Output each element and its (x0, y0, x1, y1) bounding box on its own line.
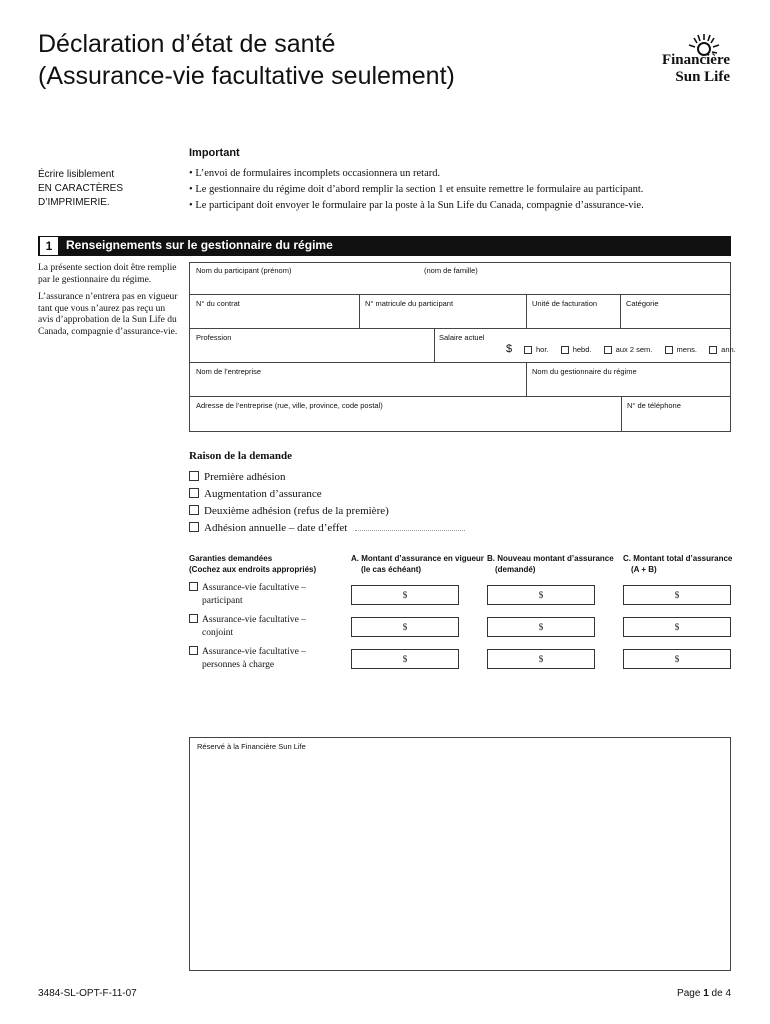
page-total: 4 (725, 988, 731, 999)
reason-option[interactable] (189, 520, 465, 537)
reserved-box (189, 737, 731, 971)
col-header-line: C. Montant total d’assurance (623, 554, 733, 563)
amount-a-header (351, 553, 484, 575)
amount-a-participant[interactable]: $ (351, 585, 459, 605)
row-label: Assurance-vie facultative – (202, 615, 306, 625)
amount-b-spouse[interactable]: $ (487, 617, 595, 637)
salary-frequency (524, 345, 736, 354)
important-bullets (189, 166, 644, 214)
sun-life-logo (600, 32, 740, 92)
coverage-row-dependents (189, 646, 306, 672)
form-code: 3484-SL-OPT-F-11-07 (38, 988, 137, 999)
reason-option[interactable] (189, 503, 465, 520)
title-line-1: Déclaration d’état de santé (38, 30, 336, 58)
write-note (38, 168, 123, 210)
reason-options (189, 469, 465, 537)
row-label: Assurance-vie facultative – (202, 583, 306, 593)
amount-c-spouse[interactable]: $ (623, 617, 731, 637)
profession-field[interactable]: Profession (196, 333, 232, 342)
amount-a-dependents[interactable]: $ (351, 649, 459, 669)
section-1-note (38, 263, 178, 344)
section-number: 1 (40, 237, 58, 255)
amount-b-header (487, 553, 614, 575)
admin-info-grid (189, 262, 736, 432)
bullet-item: • Le participant doit envoyer le formulaire par la poste à la Sun Life du Canada, compagnie d’assurance-vie. (189, 198, 644, 214)
billing-unit-field[interactable]: Unité de facturation (532, 299, 598, 308)
checkbox[interactable] (189, 471, 199, 481)
checkbox[interactable] (189, 488, 199, 498)
participant-id-field[interactable]: N° matricule du participant (365, 299, 454, 308)
important-heading: Important (189, 147, 240, 159)
checkbox-biweekly[interactable] (604, 346, 612, 354)
checkbox[interactable] (189, 505, 199, 515)
col-header-line: (Cochez aux endroits appropriés) (189, 565, 317, 574)
coverage-col-header (189, 553, 316, 575)
logo-line-1: Financière (661, 52, 730, 68)
reason-label: Adhésion annuelle – date d’effet (204, 522, 348, 534)
bullet-item: • Le gestionnaire du régime doit d’abord remplir la section 1 et ensuite remettre le formulaire au participant. (189, 182, 644, 198)
checkbox[interactable] (189, 646, 198, 655)
write-note-line-1: Écrire lisiblement (38, 169, 115, 180)
category-field[interactable]: Catégorie (626, 299, 659, 308)
coverage-row-spouse (189, 614, 306, 640)
reason-option[interactable] (189, 469, 465, 486)
section-note-p1: La présente section doit être remplie par le gestionnaire du régime. (38, 263, 177, 285)
logo-line-2: Sun Life (675, 69, 730, 85)
amount-b-participant[interactable]: $ (487, 585, 595, 605)
company-name-field[interactable]: Nom de l’entreprise (196, 367, 262, 376)
page-title (38, 28, 455, 92)
title-line-2: (Assurance-vie facultative seulement) (38, 62, 455, 90)
section-1-header (38, 236, 731, 256)
col-header-line: B. Nouveau montant d’assurance (487, 554, 614, 563)
checkbox[interactable] (189, 582, 198, 591)
freq-weekly-label: hebd. (572, 345, 592, 354)
amount-a-spouse[interactable]: $ (351, 617, 459, 637)
checkbox-weekly[interactable] (561, 346, 569, 354)
row-label: conjoint (202, 628, 234, 638)
reason-label: Deuxième adhésion (refus de la première) (204, 505, 389, 517)
page-current: 1 (703, 988, 709, 999)
amount-c-header (623, 553, 732, 575)
coverage-row-participant (189, 582, 306, 608)
salary-field[interactable]: Salaire actuel (439, 333, 485, 342)
admin-name-field[interactable]: Nom du gestionnaire du régime (532, 367, 637, 376)
last-name-field[interactable]: (nom de famille) (424, 266, 478, 275)
freq-annual-label: ann. (721, 345, 736, 354)
page-word: Page (677, 988, 701, 999)
amount-c-dependents[interactable]: $ (623, 649, 731, 669)
reserved-label: Réservé à la Financière Sun Life (197, 742, 306, 751)
col-header-line: (demandé) (495, 565, 536, 574)
col-header-line: (le cas échéant) (361, 565, 422, 574)
freq-hourly-label: hor. (536, 345, 549, 354)
bullet-item: • L’envoi de formulaires incomplets occasionnera un retard. (189, 166, 644, 182)
checkbox[interactable] (189, 614, 198, 623)
salary-currency: $ (506, 343, 513, 355)
reason-heading: Raison de la demande (189, 450, 292, 462)
page-number (677, 988, 731, 999)
row-label: participant (202, 596, 243, 606)
amount-c-participant[interactable]: $ (623, 585, 731, 605)
contract-number-field[interactable]: N° du contrat (196, 299, 240, 308)
checkbox-annual[interactable] (709, 346, 717, 354)
reason-option[interactable] (189, 486, 465, 503)
page-of: de (711, 988, 723, 999)
company-address-field[interactable]: Adresse de l’entreprise (rue, ville, province, code postal) (196, 401, 383, 410)
write-note-line-2: EN CARACTÈRES (38, 183, 124, 194)
reason-label: Augmentation d’assurance (204, 488, 322, 500)
checkbox-monthly[interactable] (665, 346, 673, 354)
checkbox-hourly[interactable] (524, 346, 532, 354)
reason-label: Première adhésion (204, 471, 286, 483)
section-title: Renseignements sur le gestionnaire du régime (66, 238, 333, 252)
col-header-line: (A + B) (631, 565, 657, 574)
freq-biweekly-label: aux 2 sem. (615, 345, 653, 354)
amount-b-dependents[interactable]: $ (487, 649, 595, 669)
col-header-line: Garanties demandées (189, 554, 273, 563)
phone-field[interactable]: N° de téléphone (627, 401, 681, 410)
freq-monthly-label: mens. (676, 345, 697, 354)
row-label: Assurance-vie facultative – (202, 647, 306, 657)
first-name-field[interactable]: Nom du participant (prénom) (196, 266, 292, 275)
col-header-line: A. Montant d’assurance en vigueur (351, 554, 484, 563)
write-note-line-3: D’IMPRIMERIE. (38, 197, 110, 208)
section-note-p2: L’assurance n’entrera pas en vigueur tant que vous n’aurez pas reçu un avis d’approbation de la Sun Life du Canada, compagnie d’assurance-vie. (38, 292, 178, 337)
checkbox[interactable] (189, 522, 199, 532)
row-label: personnes à charge (202, 660, 275, 670)
effective-date-input[interactable] (355, 520, 465, 531)
